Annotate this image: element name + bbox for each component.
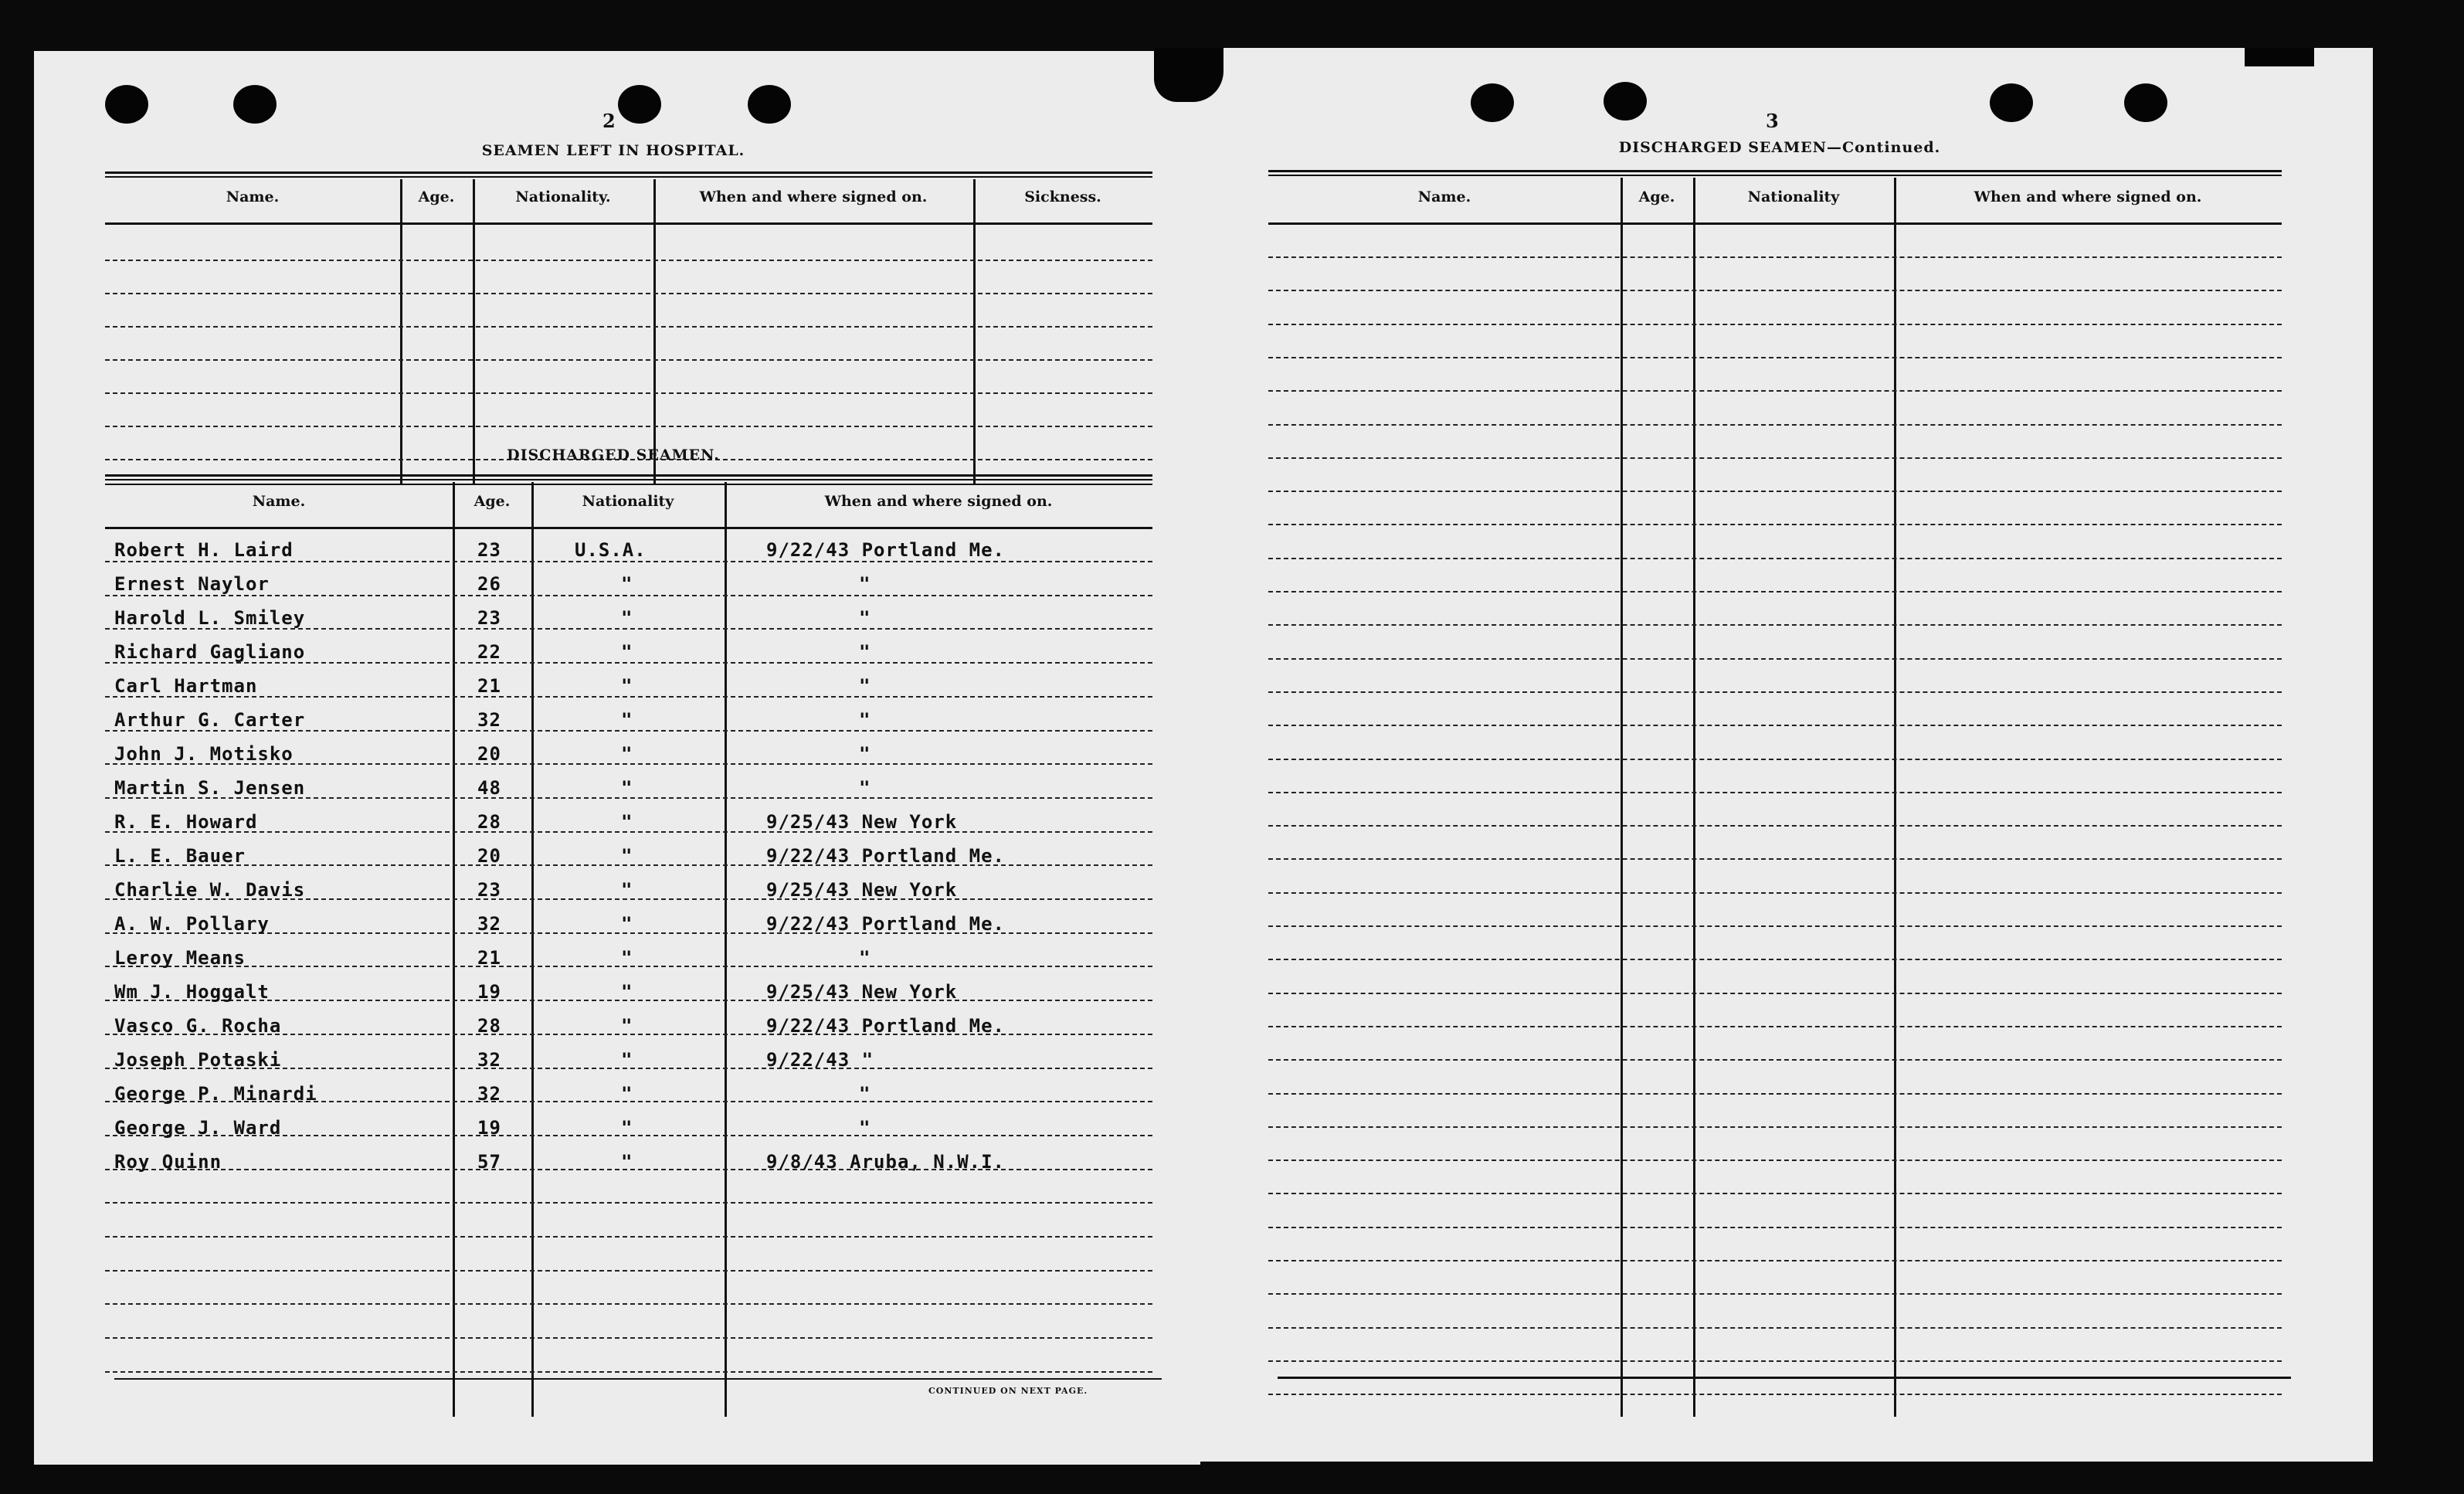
seaman-age: 26 [477, 573, 501, 595]
row-line [105, 1202, 1152, 1204]
row-line [105, 293, 1152, 294]
seaman-name: Richard Gagliano [114, 641, 306, 663]
seaman-age: 20 [477, 845, 501, 867]
row-line [1268, 624, 2282, 626]
seaman-nationality: " [621, 1117, 633, 1139]
header-rule [105, 527, 1152, 529]
seaman-signed-on: " [859, 709, 871, 731]
left-page [34, 51, 1200, 1465]
punch-hole [1604, 82, 1647, 121]
seaman-name: Vasco G. Rocha [114, 1015, 282, 1037]
row-line [1268, 858, 2282, 860]
seaman-name: Carl Hartman [114, 675, 258, 697]
column-divider [400, 179, 402, 484]
column-divider [1894, 178, 1896, 1417]
row-line [1268, 993, 2282, 994]
seaman-nationality: " [621, 1083, 633, 1105]
seaman-nationality: " [621, 1015, 633, 1037]
column-divider [653, 179, 656, 484]
row-line [1268, 1360, 2282, 1362]
seaman-signed-on: 9/22/43 Portland Me. [766, 539, 1005, 561]
row-line [1268, 1227, 2282, 1228]
row-line [1268, 1193, 2282, 1194]
row-line [1268, 424, 2282, 426]
row-line [105, 1371, 1152, 1373]
row-line [1268, 324, 2282, 325]
row-line [1268, 491, 2282, 492]
col-age-header: Age. [1638, 188, 1675, 205]
seaman-age: 19 [477, 981, 501, 1003]
column-divider [725, 482, 727, 1417]
seaman-name: Roy Quinn [114, 1151, 222, 1173]
seaman-signed-on: " [859, 573, 871, 595]
seaman-age: 57 [477, 1151, 501, 1173]
seaman-name: L. E. Bauer [114, 845, 246, 867]
seaman-name: Charlie W. Davis [114, 879, 306, 901]
seaman-age: 32 [477, 1049, 501, 1071]
column-divider [1621, 178, 1623, 1417]
col-nationality-header: Nationality [582, 493, 674, 510]
header-rule [105, 222, 1152, 225]
seaman-age: 48 [477, 777, 501, 799]
row-line [1268, 1059, 2282, 1061]
punch-hole [2124, 83, 2167, 122]
seaman-name: John J. Motisko [114, 743, 294, 765]
seaman-name: George J. Ward [114, 1117, 282, 1139]
seaman-name: Robert H. Laird [114, 539, 294, 561]
table-bottom-rule [114, 1378, 1162, 1380]
col-nationality-header: Nationality [1747, 188, 1840, 205]
continued-note: CONTINUED ON NEXT PAGE. [928, 1386, 1088, 1396]
column-divider [473, 179, 475, 484]
col-name-header: Name. [1417, 188, 1471, 205]
row-line [1268, 759, 2282, 760]
seaman-signed-on: " [859, 947, 871, 969]
hospital-section-title: SEAMEN LEFT IN HOSPITAL. [481, 142, 745, 159]
seaman-signed-on: 9/25/43 New York [766, 981, 958, 1003]
row-line [1268, 658, 2282, 660]
seaman-age: 21 [477, 675, 501, 697]
seaman-nationality: " [621, 675, 633, 697]
row-line [1268, 959, 2282, 960]
row-line [1268, 1160, 2282, 1161]
row-line [1268, 1293, 2282, 1295]
row-line [1268, 1093, 2282, 1095]
column-divider [973, 179, 976, 484]
page-number: 2 [602, 110, 616, 132]
seaman-name: Leroy Means [114, 947, 246, 969]
row-line [105, 426, 1152, 427]
col-nationality-header: Nationality. [515, 188, 611, 205]
seaman-age: 23 [477, 539, 501, 561]
row-line [1268, 591, 2282, 593]
row-line [1268, 357, 2282, 358]
seaman-signed-on: " [859, 1117, 871, 1139]
seaman-nationality: " [621, 845, 633, 867]
seaman-name: George P. Minardi [114, 1083, 317, 1105]
column-divider [453, 482, 455, 1417]
seaman-signed-on: " [859, 777, 871, 799]
seaman-name: A. W. Pollary [114, 913, 270, 935]
seaman-name: Arthur G. Carter [114, 709, 306, 731]
col-name-header: Name. [252, 493, 306, 510]
seaman-age: 19 [477, 1117, 501, 1139]
row-line [1268, 524, 2282, 525]
double-rule [105, 474, 1152, 480]
row-line [105, 260, 1152, 261]
col-age-header: Age. [473, 493, 511, 510]
seaman-signed-on: " [859, 743, 871, 765]
seaman-age: 28 [477, 1015, 501, 1037]
seaman-signed-on: 9/25/43 New York [766, 879, 958, 901]
torn-corner [2245, 48, 2314, 66]
row-line [1268, 457, 2282, 459]
seaman-age: 32 [477, 1083, 501, 1105]
seaman-signed-on: 9/25/43 New York [766, 811, 958, 833]
table-bottom-rule [1278, 1377, 2291, 1379]
row-line [105, 1303, 1152, 1305]
seaman-nationality: " [621, 913, 633, 935]
row-line [105, 326, 1152, 328]
discharged-section-title: DISCHARGED SEAMEN. [507, 447, 720, 463]
row-line [1268, 1126, 2282, 1128]
row-line [1268, 1026, 2282, 1027]
page-number: 3 [1766, 110, 1779, 132]
seaman-signed-on: 9/22/43 Portland Me. [766, 1015, 1005, 1037]
seaman-name: R. E. Howard [114, 811, 258, 833]
row-line [1268, 1394, 2282, 1395]
seaman-signed-on: " [859, 1083, 871, 1105]
torn-edge [1154, 48, 1224, 102]
double-rule [1268, 170, 2282, 176]
seaman-name: Joseph Potaski [114, 1049, 282, 1071]
seaman-signed-on: " [859, 607, 871, 629]
row-line [1268, 925, 2282, 927]
row-line [1268, 725, 2282, 726]
seaman-nationality: " [621, 607, 633, 629]
col-sickness-header: Sickness. [1024, 188, 1101, 205]
seaman-name: Ernest Naylor [114, 573, 270, 595]
col-signed-on-header: When and where signed on. [824, 493, 1053, 510]
seaman-signed-on: " [859, 641, 871, 663]
seaman-nationality: " [621, 1049, 633, 1071]
punch-hole [1471, 83, 1514, 122]
row-line [1268, 256, 2282, 258]
row-line [1268, 290, 2282, 291]
seaman-nationality: " [621, 743, 633, 765]
seaman-nationality: " [621, 777, 633, 799]
seaman-age: 32 [477, 709, 501, 731]
seaman-age: 28 [477, 811, 501, 833]
seaman-age: 22 [477, 641, 501, 663]
seaman-signed-on: 9/22/43 Portland Me. [766, 913, 1005, 935]
col-signed-on-header: When and where signed on. [1974, 188, 2202, 205]
header-rule [1268, 222, 2282, 225]
punch-hole [105, 85, 148, 124]
row-line [1268, 825, 2282, 827]
row-line [105, 1337, 1152, 1339]
col-name-header: Name. [226, 188, 280, 205]
discharged-continued-title: DISCHARGED SEAMEN—Continued. [1618, 139, 1941, 156]
seaman-signed-on: 9/22/43 " [766, 1049, 874, 1071]
seaman-nationality: " [621, 981, 633, 1003]
seaman-nationality: U.S.A. [575, 539, 647, 561]
row-line [1268, 792, 2282, 793]
seaman-name: Harold L. Smiley [114, 607, 306, 629]
punch-hole [748, 85, 791, 124]
row-line [105, 359, 1152, 361]
table-bottom-rule [105, 484, 1152, 485]
row-line [105, 1236, 1152, 1238]
col-signed-on-header: When and where signed on. [699, 188, 928, 205]
row-line [1268, 558, 2282, 559]
row-line [1268, 390, 2282, 392]
seaman-signed-on: " [859, 675, 871, 697]
seaman-nationality: " [621, 1151, 633, 1173]
row-line [1268, 1327, 2282, 1329]
seaman-age: 20 [477, 743, 501, 765]
seaman-age: 23 [477, 607, 501, 629]
seaman-name: Martin S. Jensen [114, 777, 306, 799]
row-line [105, 561, 1152, 562]
row-line [1268, 691, 2282, 693]
right-page [1200, 48, 2373, 1462]
seaman-nationality: " [621, 947, 633, 969]
seaman-name: Wm J. Hoggalt [114, 981, 270, 1003]
seaman-nationality: " [621, 811, 633, 833]
seaman-age: 21 [477, 947, 501, 969]
seaman-nationality: " [621, 641, 633, 663]
seaman-age: 23 [477, 879, 501, 901]
seaman-nationality: " [621, 573, 633, 595]
seaman-signed-on: 9/22/43 Portland Me. [766, 845, 1005, 867]
column-divider [531, 482, 534, 1417]
col-age-header: Age. [418, 188, 455, 205]
seaman-nationality: " [621, 709, 633, 731]
punch-hole [233, 85, 277, 124]
punch-hole [1990, 83, 2033, 122]
punch-hole [618, 85, 661, 124]
row-line [105, 1270, 1152, 1272]
row-line [1268, 1260, 2282, 1261]
row-line [105, 392, 1152, 394]
double-rule [105, 171, 1152, 178]
seaman-nationality: " [621, 879, 633, 901]
row-line [1268, 892, 2282, 894]
column-divider [1693, 178, 1695, 1417]
seaman-signed-on: 9/8/43 Aruba, N.W.I. [766, 1151, 1005, 1173]
seaman-age: 32 [477, 913, 501, 935]
